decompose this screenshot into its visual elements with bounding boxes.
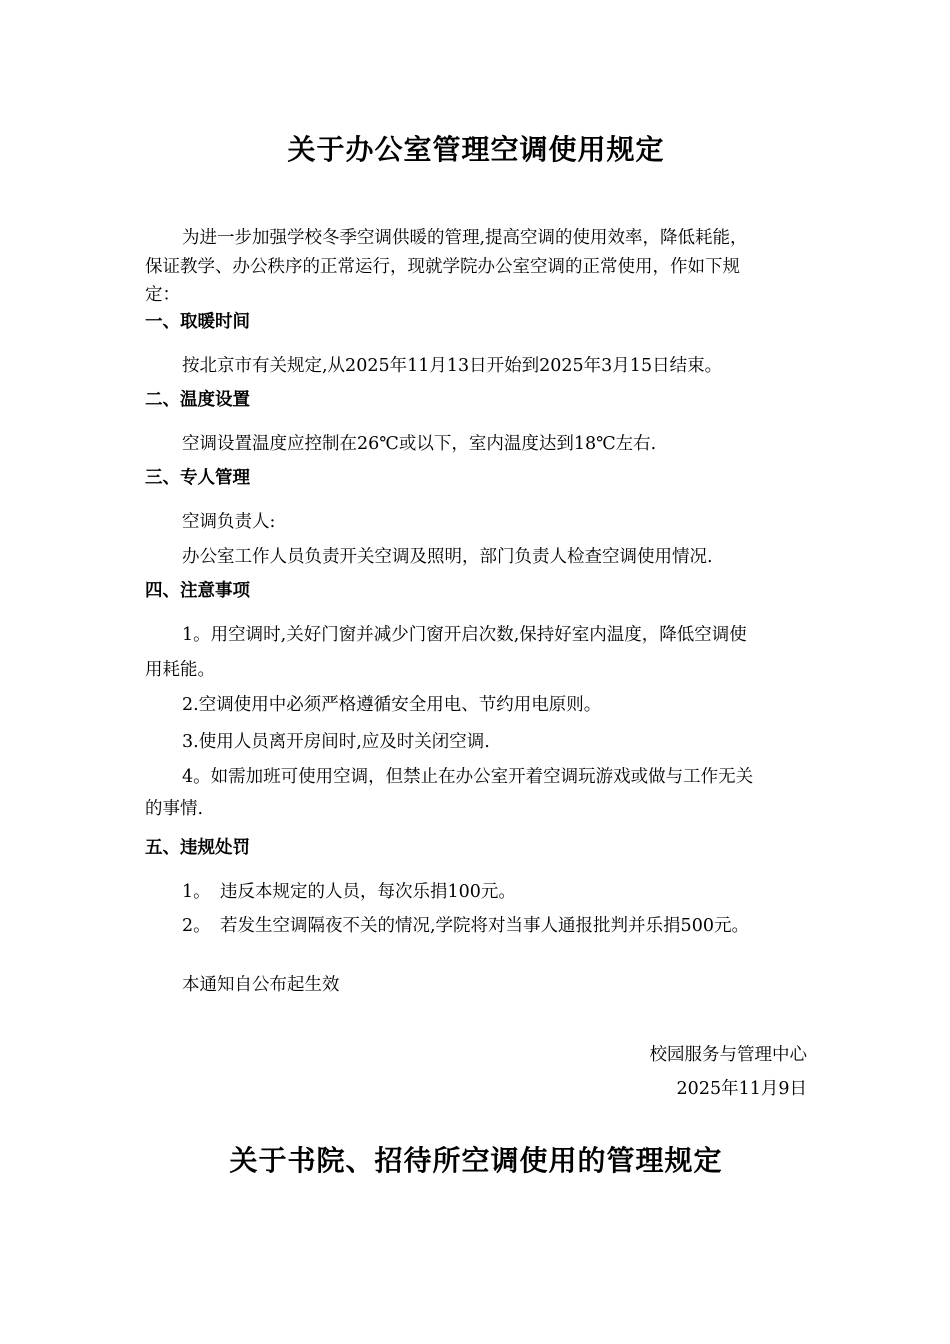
section-heading-4: 四、注意事项 <box>145 581 250 601</box>
section-4-line-3: 2.空调使用中必须严格遵循安全用电、节约用电原则。 <box>182 695 602 715</box>
penalty-item-1-text: 违反本规定的人员，每次乐捐100元。 <box>220 882 516 902</box>
section-heading-5: 五、违规处罚 <box>145 838 250 858</box>
section-1-line-1: 按北京市有关规定,从2025年11月13日开始到2025年3月15日结束。 <box>182 356 723 376</box>
penalty-item-2-text: 若发生空调隔夜不关的情况,学院将对当事人通报批判并乐捐500元。 <box>220 916 749 936</box>
intro-line-1: 为进一步加强学校冬季空调供暖的管理,提高空调的使用效率，降低耗能， <box>182 228 748 248</box>
issue-date: 2025年11月9日 <box>676 1079 807 1099</box>
section-4-line-2: 用耗能。 <box>145 660 215 680</box>
section-4-line-1: 1。用空调时,关好门窗并减少门窗开启次数,保持好室内温度，降低空调使 <box>182 625 747 645</box>
intro-line-3: 定： <box>145 285 180 305</box>
section-heading-1: 一、取暖时间 <box>145 312 250 332</box>
penalty-item-1-number: 1。 <box>182 882 211 902</box>
next-document-title: 关于书院、招待所空调使用的管理规定 <box>229 1144 723 1177</box>
section-3-line-1: 空调负责人: <box>182 512 276 532</box>
section-4-line-5: 4。如需加班可使用空调，但禁止在办公室开着空调玩游戏或做与工作无关 <box>182 767 754 787</box>
section-4-line-6: 的事情. <box>145 799 204 819</box>
issuer-signature: 校园服务与管理中心 <box>649 1045 807 1065</box>
section-heading-2: 二、温度设置 <box>145 390 250 410</box>
penalty-item-1 <box>145 880 807 904</box>
intro-line-2: 保证教学、办公秩序的正常运行，现就学院办公室空调的正常使用，作如下规 <box>145 257 740 277</box>
document-title: 关于办公室管理空调使用规定 <box>287 133 665 166</box>
section-3-line-2: 办公室工作人员负责开关空调及照明，部门负责人检查空调使用情况. <box>182 547 713 567</box>
section-2-line-1: 空调设置温度应控制在26℃或以下，室内温度达到18℃左右. <box>182 434 657 454</box>
effective-notice: 本通知自公布起生效 <box>182 975 340 995</box>
section-4-line-4: 3.使用人员离开房间时,应及时关闭空调. <box>182 732 490 752</box>
penalty-item-2-number: 2。 <box>182 916 211 936</box>
penalty-item-2 <box>145 914 807 938</box>
section-heading-3: 三、专人管理 <box>145 468 250 488</box>
